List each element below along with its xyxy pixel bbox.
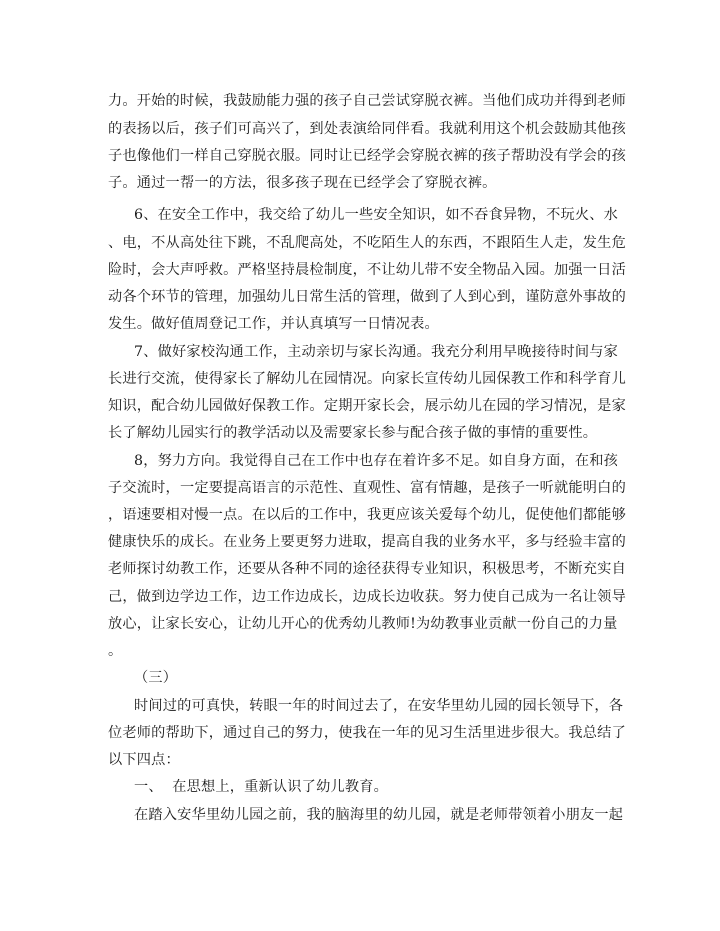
text-line: 子。通过一帮一的方法，很多孩子现在已经学会了穿脱衣裤。	[108, 175, 497, 191]
text-line: 、电，不从高处往下跳，不乱爬高处，不吃陌生人的东西，不跟陌生人走，发生危	[108, 235, 626, 251]
paragraph-7-start: 7、做好家校沟通工作，主动亲切与家长沟通。我充分利用早晚接待时间与家	[134, 344, 619, 360]
text-line: 子交流时，一定要提高语言的示范性、直观性、富有情趣，是孩子一听就能明白的	[108, 480, 626, 496]
subheading-one: 一、 在思想上，重新认识了幼儿教育。	[134, 779, 389, 795]
text-line: 险时，会大声呼救。严格坚持晨检制度，不让幼儿带不安全物品入园。加强一日活	[108, 262, 626, 278]
text-line: 老师探讨幼教工作，还要从各种不同的途径获得专业知识，积极思考，不断充实自	[108, 561, 626, 577]
paragraph-start: 时间过的可真快，转眼一年的时间过去了，在安华里幼儿园的园长领导下，各	[134, 698, 624, 714]
text-line: 动各个环节的管理，加强幼儿日常生活的管理，做到了人到心到，谨防意外事故的	[108, 289, 626, 305]
paragraph-8-start: 8，努力方向。我觉得自己在工作中也存在着许多不足。如自身方面，在和孩	[134, 453, 619, 469]
text-line: 。	[108, 643, 123, 659]
text-line: 长了解幼儿园实行的教学活动以及需要家长参与配合孩子做的事情的重要性。	[108, 425, 598, 441]
text-line: 以下四点：	[108, 752, 180, 768]
text-line: 位老师的帮助下，通过自己的努力，使我在一年的见习生活里进步很大。我总结了	[108, 725, 626, 741]
text-line: 知识，配合幼儿园做好保教工作。定期开家长会，展示幼儿在园的学习情况，是家	[108, 398, 626, 414]
text-line: 的表扬以后，孩子们可高兴了，到处表演给同伴看。我就利用这个机会鼓励其他孩	[108, 121, 626, 137]
text-line: 长进行交流，使得家长了解幼儿在园情况。向家长宣传幼儿园保教工作和科学育儿	[108, 371, 626, 387]
section-heading: （三）	[134, 670, 178, 686]
text-line: 力。开始的时候，我鼓励能力强的孩子自己尝试穿脱衣裤。当他们成功并得到老师	[108, 93, 626, 109]
paragraph-start: 在踏入安华里幼儿园之前，我的脑海里的幼儿园，就是老师带领着小朋友一起	[134, 807, 624, 823]
text-line: ，语速要相对慢一点。在以后的工作中，我更应该关爱每个幼儿，促使他们都能够	[108, 507, 626, 523]
text-line: 健康快乐的成长。在业务上要更努力进取，提高自我的业务水平，多与经验丰富的	[108, 534, 626, 550]
text-line: 放心，让家长安心，让幼儿开心的优秀幼儿教师!为幼教事业贡献一份自己的力量	[108, 616, 618, 632]
text-line: 己，做到边学边工作，边工作边成长，边成长边收获。努力使自己成为一名让领导	[108, 589, 626, 605]
text-line: 发生。做好值周登记工作，并认真填写一日情况表。	[108, 316, 439, 332]
paragraph-6-start: 6、在安全工作中，我交给了幼儿一些安全知识，如不吞食异物，不玩火、水	[134, 207, 619, 223]
text-line: 子也像他们一样自己穿脱衣服。同时让已经学会穿脱衣裤的孩子帮助没有学会的孩	[108, 148, 626, 164]
